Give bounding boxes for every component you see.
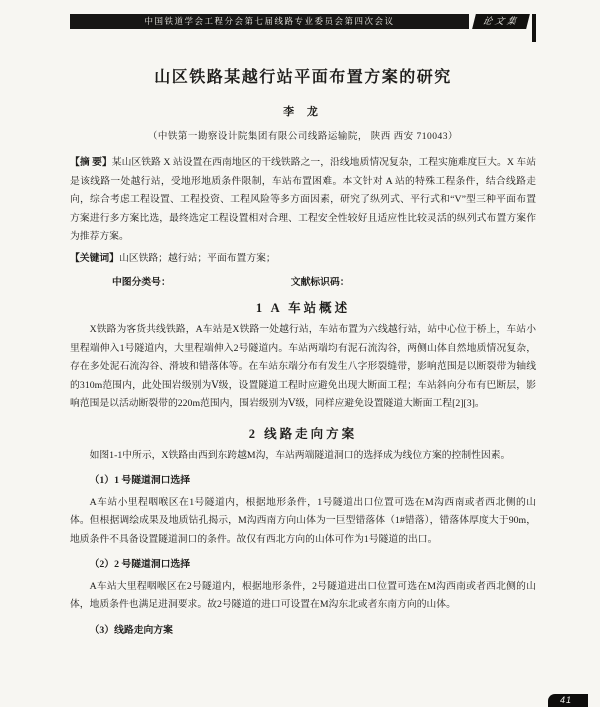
keywords-text: 山区铁路；越行站；平面布置方案；: [118, 252, 276, 264]
proceedings-tab: 论文集: [472, 14, 530, 29]
paper-title: 山区铁路某越行站平面布置方案的研究: [154, 69, 452, 86]
author-affiliation: （中铁第一勘察设计院集团有限公司线路运输院， 陕西 西安 710043）: [147, 132, 459, 142]
section-2-intro: 如图1-1中所示，X铁路由西到东跨越M沟，车站两端隧道洞口的选择成为线位方案的控制性因素。: [89, 449, 511, 461]
keywords-line: [70, 250, 536, 269]
section-2-sub2-heading: （2）2 号隧道洞口选择: [89, 559, 191, 570]
abstract-paragraph: [70, 154, 536, 247]
corner-ribbon-icon: [532, 14, 536, 42]
section-1-heading: 1 A 车站概述: [255, 301, 351, 315]
keywords-label: 【关键词】: [70, 252, 119, 264]
clc-label: 中图分类号：: [112, 277, 171, 288]
abstract-text: 某山区铁路 X 站设置在西南地区的干线铁路之一，沿线地质情况复杂，工程实施难度巨大。X 车站是该线路一处越行站，受地形地质条件限制，车站布置困难。本文针对 A 站的特殊工程条件，结合线路走向，综合考虑工程设置、工程投资、工程风险等多方面因素，研究了纵列式、平行式和“V”型三种平面布置方案进行多方案比选，最终选定工程设置相对合理、工程安全性较好且适应性比较灵活的纵列式布置方案作为推荐方案。: [70, 157, 536, 242]
section-2-heading: 2 线路走向方案: [248, 426, 358, 441]
author-name: 李 龙: [283, 106, 323, 118]
doc-code-label: 文献标识码：: [290, 277, 350, 288]
section-2-sub2-paragraph: A车站大里程咽喉区在2号隧道内，根据地形条件，2号隧道进出口位置可选在M沟西南或者西北侧的山体，地质条件也满足进洞要求。故2号隧道的进口可设置在M沟东北或者东南方向的山体。: [70, 580, 536, 610]
section-2-sub3-heading: （3）线路走向方案: [89, 624, 173, 636]
page-header: [70, 14, 536, 42]
section-2-sub1-paragraph: A车站小里程咽喉区在1号隧道内，根据地形条件，1号隧道出口位置可选在M沟西南或者西北侧的山体。但根据调绘成果及地质钻孔揭示，M沟西南方向山体为一巨型错落体（1#错落），错落体厚度大于90m，地质条件不具备设置隧道洞口的条件。故仅有西北方向的山体可作为1号隧道的出口。: [70, 496, 536, 545]
abstract-label: 【摘 要】: [70, 157, 112, 168]
section-1-paragraph: X铁路为客货共线铁路，A车站是X铁路一处越行站，车站布置为六线越行站，站中心位于桥上，车站小里程端伸入1号隧道内，大里程端伸入2号隧道内。车站两端均有泥石流沟谷，两侧山体自然地质情况复杂，存在多处泥石流沟谷、滑坡和错落体等。在车站东端分布有发生八字形裂缝带，影响范围是以断裂带为轴线的310m范围内，此处围岩级别为Ⅴ级，设置隧道工程时应避免出现大断面工程；车站斜向分布有巴断层，影响范围是以活动断裂带的220m范围内，围岩级别为Ⅴ级，同样应避免设置隧道大断面工程[2][3]。: [70, 324, 536, 409]
section-2-sub1-heading: （1）1 号隧道洞口选择: [89, 475, 191, 486]
classification-row: [70, 274, 536, 288]
conference-banner: 中国铁道学会工程分会第七届线路专业委员会第四次会议: [70, 14, 469, 29]
page-number-tab: 41: [548, 694, 588, 707]
